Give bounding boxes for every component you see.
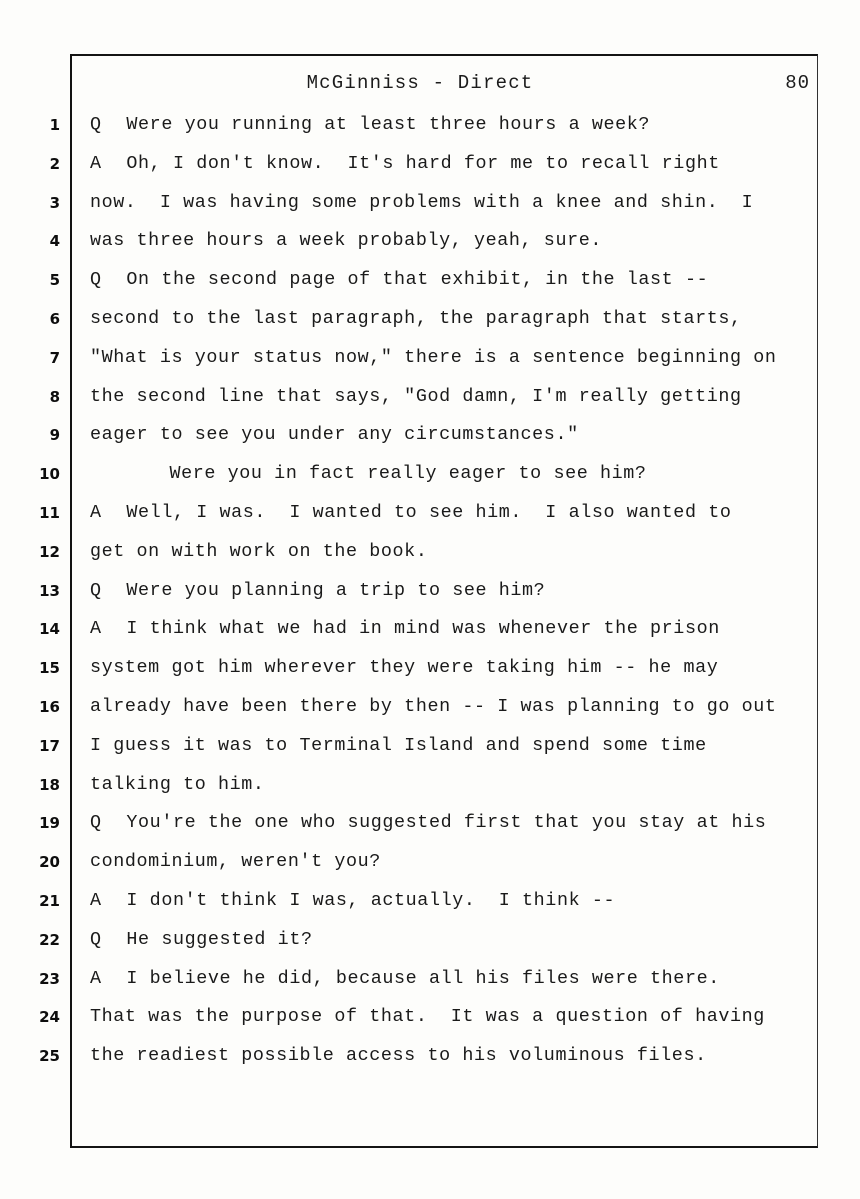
transcript-line [0, 772, 860, 811]
line-number: 23 [39, 969, 60, 988]
transcript-line [0, 849, 860, 888]
line-number: 13 [39, 581, 60, 600]
line-number: 19 [39, 814, 60, 833]
transcript-line [0, 888, 860, 927]
line-text: A I don't think I was, actually. I think -- [90, 889, 616, 911]
line-text: "What is your status now," there is a sentence beginning on [90, 346, 777, 368]
transcript-line [0, 228, 860, 267]
page-number: 80 [785, 72, 810, 94]
line-text: Q You're the one who suggested first that you stay at his [90, 812, 767, 834]
line-text: already have been there by then -- I was planning to go out [90, 695, 777, 717]
line-number: 24 [39, 1008, 60, 1027]
line-number: 1 [49, 116, 60, 134]
line-text: eager to see you under any circumstances." [90, 424, 579, 446]
transcript-line [0, 461, 860, 500]
transcript-line [0, 384, 860, 423]
speaker-label: A [90, 889, 102, 911]
transcript-line [0, 927, 860, 966]
transcript-line [0, 267, 860, 306]
transcript-line [0, 655, 860, 694]
line-number: 15 [39, 659, 60, 678]
speaker-label: Q [90, 579, 102, 601]
line-number: 5 [49, 271, 60, 290]
line-text: A Oh, I don't know. It's hard for me to recall right [90, 152, 720, 174]
line-text: Q Were you running at least three hours a week? [90, 114, 651, 135]
line-number: 3 [49, 193, 60, 212]
transcript-line [0, 500, 860, 539]
transcript-line [0, 190, 860, 229]
line-text: A I think what we had in mind was whenever the prison [90, 618, 720, 640]
line-number: 12 [39, 542, 60, 561]
transcript-line [0, 1004, 860, 1043]
line-text: talking to him. [90, 773, 265, 795]
transcript-line [0, 694, 860, 733]
line-number: 4 [49, 232, 60, 251]
line-text: Q He suggested it? [90, 928, 313, 950]
line-number: 25 [39, 1047, 60, 1066]
line-number: 8 [49, 387, 60, 406]
line-text: second to the last paragraph, the paragraph that starts, [90, 307, 742, 329]
speaker-label: A [90, 967, 102, 989]
transcript-line [0, 345, 860, 384]
line-number: 14 [39, 620, 60, 639]
line-text: A I believe he did, because all his files were there. [90, 967, 720, 989]
speaker-label: Q [90, 114, 102, 135]
line-number: 18 [39, 775, 60, 794]
line-number: 7 [49, 348, 60, 367]
line-number: 22 [39, 930, 60, 949]
line-text: the readiest possible access to his voluminous files. [90, 1045, 707, 1067]
transcript-line [0, 966, 860, 1005]
line-text: condominium, weren't you? [90, 851, 381, 873]
line-text: A Well, I was. I wanted to see him. I also wanted to [90, 501, 732, 523]
line-number: 2 [49, 154, 60, 173]
line-number: 11 [39, 503, 60, 522]
transcript-line [0, 810, 860, 849]
line-text: That was the purpose of that. It was a question of having [90, 1006, 765, 1028]
line-text: system got him wherever they were taking him -- he may [90, 657, 719, 679]
transcript-line [0, 578, 860, 617]
speaker-label: A [90, 618, 102, 640]
speaker-label: A [90, 501, 102, 523]
transcript-line [0, 151, 860, 190]
line-text: now. I was having some problems with a knee and shin. I [90, 191, 754, 213]
transcript-line [0, 539, 860, 578]
transcript-line [0, 616, 860, 655]
line-text: I guess it was to Terminal Island and spend some time [90, 734, 707, 756]
line-text: Were you in fact really eager to see him? [169, 463, 647, 485]
speaker-label: Q [90, 928, 102, 950]
speaker-label: Q [90, 269, 102, 291]
transcript-line [0, 733, 860, 772]
line-text: Q Were you planning a trip to see him? [90, 579, 546, 601]
line-text: was three hours a week probably, yeah, sure. [90, 230, 602, 252]
page-header [70, 72, 818, 102]
transcript-line [0, 306, 860, 345]
line-text: get on with work on the book. [90, 540, 428, 562]
line-number: 21 [39, 891, 60, 910]
transcript-line [0, 112, 860, 151]
page-title: McGinniss - Direct [306, 72, 534, 94]
line-text: Q On the second page of that exhibit, in the last -- [90, 269, 709, 291]
line-text: the second line that says, "God damn, I'm really getting [90, 385, 742, 407]
line-number: 9 [49, 426, 60, 445]
line-number: 6 [49, 309, 60, 328]
transcript-line [0, 422, 860, 461]
transcript-lines [0, 112, 860, 1082]
line-number: 20 [39, 853, 60, 872]
line-number: 16 [39, 697, 60, 716]
line-number: 17 [39, 736, 60, 755]
speaker-label: Q [90, 812, 102, 834]
speaker-label: A [90, 152, 102, 174]
line-number: 10 [39, 465, 60, 484]
transcript-line [0, 1043, 860, 1082]
